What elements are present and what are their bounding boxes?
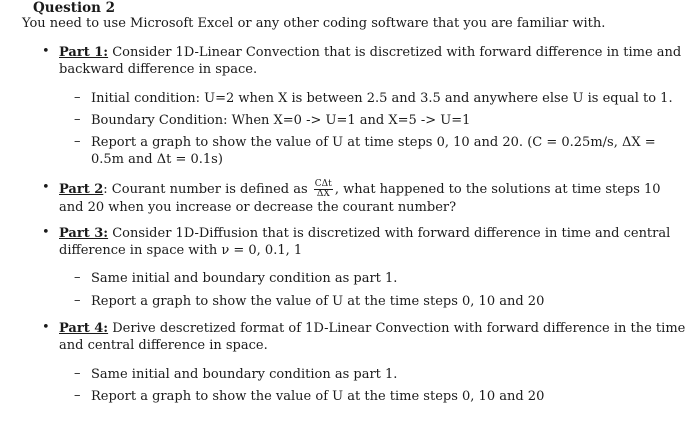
part-4-sub-1: Same initial and boundary condition as part 1. <box>91 367 398 382</box>
part-3-label: Part 3: <box>59 226 109 241</box>
bullet: • <box>42 44 50 59</box>
part-3-sub-2: Report a graph to show the value of U at the time steps 0, 10 and 20 <box>91 294 545 309</box>
part-1-label: Part 1: <box>59 45 109 60</box>
fraction-denominator: ΔX <box>316 189 330 199</box>
part-2-body-a: : Courant number is defined as <box>103 182 312 197</box>
part-1-sub-1: Initial condition: U=2 when X is between 2.5 and 3.5 and anywhere else U is equal to 1. <box>91 91 673 106</box>
part-3-sub-1: Same initial and boundary condition as part 1. <box>91 271 398 286</box>
dash: – <box>74 134 81 149</box>
bullet: • <box>42 225 50 240</box>
dash: – <box>74 293 81 308</box>
fraction-numerator: CΔt <box>314 179 332 189</box>
part-4-label: Part 4: <box>59 321 109 336</box>
part-2-body-b: , what happened to the solutions at time steps 10 and 20 when you increase or decrease the courant number? <box>59 182 661 215</box>
dash: – <box>74 366 81 381</box>
part-4-text <box>59 320 689 354</box>
dash: – <box>74 270 81 285</box>
bullet: • <box>42 180 50 195</box>
courant-fraction <box>314 180 333 199</box>
question-title: Question 2 <box>33 0 116 16</box>
dash: – <box>74 388 81 403</box>
part-4-sub-2: Report a graph to show the value of U at the time steps 0, 10 and 20 <box>91 389 545 404</box>
question-intro: You need to use Microsoft Excel or any other coding software that you are familiar with. <box>22 16 606 31</box>
part-1-sub-2: Boundary Condition: When X=0 -> U=1 and X=5 -> U=1 <box>91 113 471 128</box>
dash: – <box>74 90 81 105</box>
part-3-body: Consider 1D-Diffusion that is discretized with forward difference in time and central difference in space with ν = 0, 0.1, 1 <box>59 226 671 258</box>
part-1-sub-3: Report a graph to show the value of U at time steps 0, 10 and 20. (C = 0.25m/s, ΔX = 0.5m and Δt = 0.1s) <box>91 135 656 167</box>
part-2-text <box>59 180 689 216</box>
part-3-text <box>59 225 689 259</box>
bullet: • <box>42 320 50 335</box>
part-1-body: Consider 1D-Linear Convection that is discretized with forward difference in time and backward difference in space. <box>59 45 682 77</box>
part-4-body: Derive descretized format of 1D-Linear Convection with forward difference in the time and central difference in space. <box>59 321 686 353</box>
part-1-text <box>59 44 689 78</box>
dash: – <box>74 112 81 127</box>
part-2-label: Part 2 <box>59 182 104 197</box>
